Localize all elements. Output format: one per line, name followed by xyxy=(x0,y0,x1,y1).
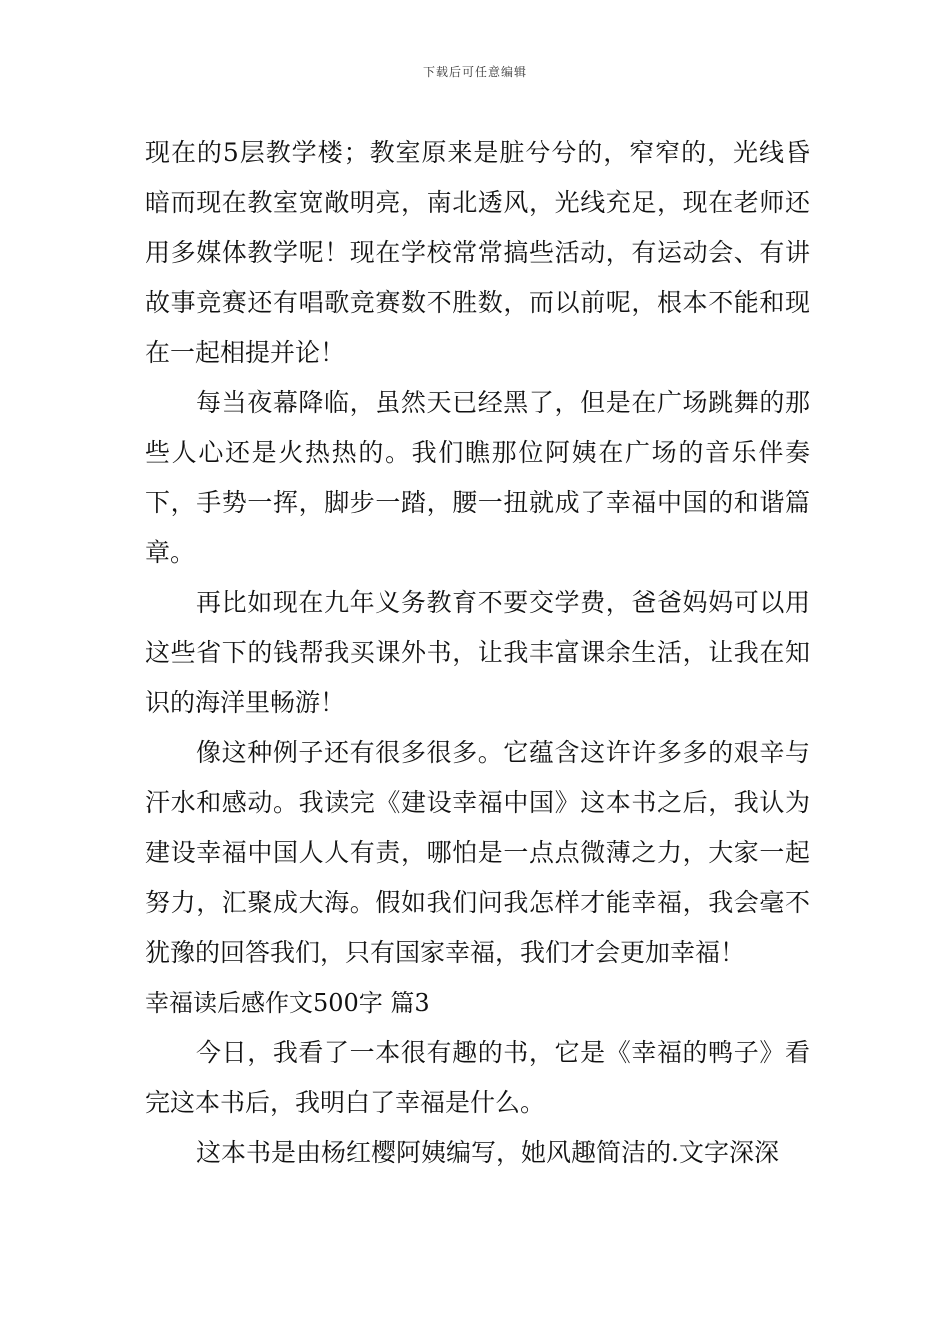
paragraph-4: 像这种例子还有很多很多。它蕴含这许许多多的艰辛与汗水和感动。我读完《建设幸福中国》这本书之后，我认为建设幸福中国人人有责，哪怕是一点点微薄之力，大家一起努力，汇聚成大海。假如我们问我怎样才能幸福，我会毫不犹豫的回答我们，只有国家幸福，我们才会更加幸福！ xyxy=(145,738,810,967)
paragraph-5: 今日，我看了一本很有趣的书，它是《幸福的鸭子》看完这本书后，我明白了幸福是什么。 xyxy=(145,1038,810,1117)
paragraph-6: 这本书是由杨红樱阿姨编写，她风趣简洁的.文字深深 xyxy=(196,1138,779,1167)
paragraph-1: 现在的5层教学楼；教室原来是脏兮兮的，窄窄的，光线昏暗而现在教室宽敞明亮，南北透风，光线充足，现在老师还用多媒体教学呢！现在学校常常搞些活动，有运动会、有讲故事竞赛还有唱歌竞赛数不胜数，而以前呢，根本不能和现在一起相提并论！ xyxy=(145,138,810,367)
page-header: 下载后可任意编辑 xyxy=(422,65,527,79)
paragraph-2: 每当夜幕降临，虽然天已经黑了，但是在广场跳舞的那些人心还是火热热的。我们瞧那位阿姨在广场的音乐伴奏下，手势一挥，脚步一踏，腰一扭就成了幸福中国的和谐篇章。 xyxy=(145,388,810,567)
paragraph-3: 再比如现在九年义务教育不要交学费，爸爸妈妈可以用这些省下的钱帮我买课外书，让我丰富课余生活，让我在知识的海洋里畅游！ xyxy=(145,588,810,717)
section-heading: 幸福读后感作文500字 篇3 xyxy=(145,989,430,1017)
document-body xyxy=(145,128,810,1178)
